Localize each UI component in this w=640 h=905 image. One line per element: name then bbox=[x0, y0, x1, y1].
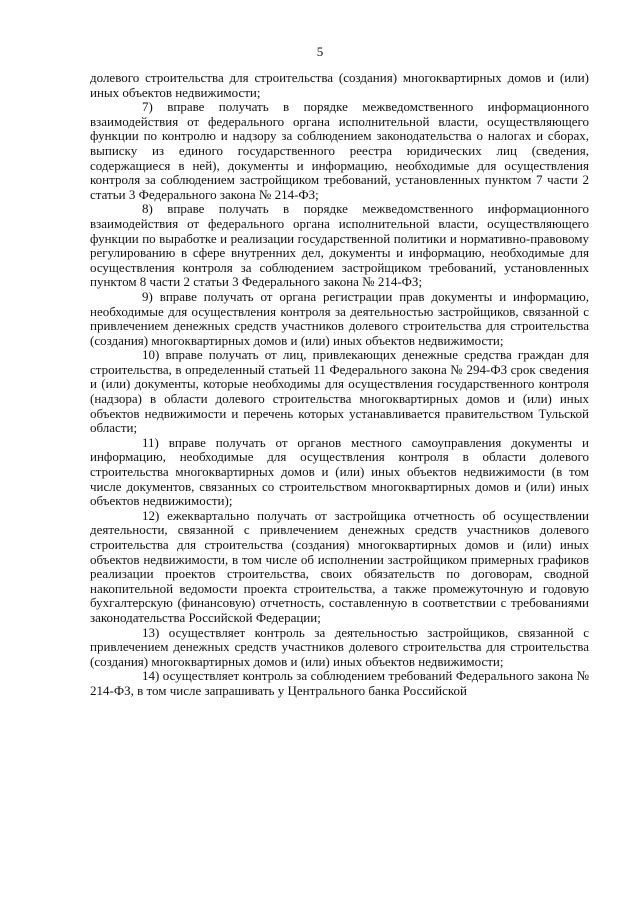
document-body bbox=[90, 71, 589, 699]
paragraph-item-11: 11) вправе получать от органов местного самоуправления документы и информацию, необходимые для осуществления контроля в области долевого строительства многоквартирных домов и (или) иных объектов недвижимости (в том числе документов, связанных со строительством многоквартирных домов и (или) иных объектов недвижимости); bbox=[90, 434, 589, 509]
paragraph-item-10: 10) вправе получать от лиц, привлекающих денежные средства граждан для строительства, в определенный статьей 11 Федерального закона № 294-ФЗ срок сведения и (или) документы, которые необходимы для осуществления государственного контроля (надзора) в области долевого строительства многоквартирных домов и (или) иных объектов недвижимости и перечень которых устанавливается правительством Тульской области; bbox=[90, 347, 589, 436]
paragraph-item-14: 14) осуществляет контроль за соблюдением требований Федерального закона № 214-ФЗ, в том числе запрашивать у Центрального банка Российской bbox=[90, 668, 589, 698]
paragraph-item-13: 13) осуществляет контроль за деятельностью застройщиков, связанной с привлечением денежных средств участников долевого строительства для строительства (создания) многоквартирных домов и (или) иных объектов недвижимости; bbox=[90, 624, 589, 669]
paragraph-item-9: 9) вправе получать от органа регистрации прав документы и информацию, необходимые для осуществления контроля за деятельностью застройщиков, связанной с привлечением денежных средств участников долевого строительства для строительства (создания) многоквартирных домов и (или) иных объектов недвижимости; bbox=[90, 288, 589, 348]
paragraph-continuation: долевого строительства для строительства (создания) многоквартирных домов и (или) иных объектов недвижимости; bbox=[90, 70, 589, 100]
page-number: 5 bbox=[316, 44, 324, 59]
paragraph-item-8: 8) вправе получать в порядке межведомственного информационного взаимодействия от федерального органа исполнительной власти, осуществляющего функции по выработке и реализации государственной политики и нормативно-правовому регулированию в сфере внутренних дел, документы и информацию, необходимые для осуществления контроля за соблюдением застройщиком требований, установленных пунктом 8 части 2 статьи 3 Федерального закона № 214-ФЗ; bbox=[90, 201, 589, 290]
paragraph-item-12: 12) ежеквартально получать от застройщика отчетность об осуществлении деятельности, связанной с привлечением денежных средств участников долевого строительства для строительства (создания) многоквартирных домов и (или) иных объектов недвижимости, в том числе об исполнении застройщиком примерных графиков реализации проектов строительства, своих обязательств по договорам, сводной накопительной ведомости проекта строительства, а также промежуточную и годовую бухгалтерскую (финансовую) отчетность, составленную в соответствии с требованиями законодательства Российской Федерации; bbox=[90, 507, 589, 625]
paragraph-item-7: 7) вправе получать в порядке межведомственного информационного взаимодействия от федерального органа исполнительной власти, осуществляющего функции по контролю и надзору за соблюдением законодательства о налогах и сборах, выписку из единого государственного реестра юридических лиц (сведения, содержащиеся в ней), документы и информацию, необходимые для осуществления контроля за соблюдением застройщиком требований, установленных пунктом 7 части 2 статьи 3 Федерального закона № 214-ФЗ; bbox=[90, 99, 589, 202]
